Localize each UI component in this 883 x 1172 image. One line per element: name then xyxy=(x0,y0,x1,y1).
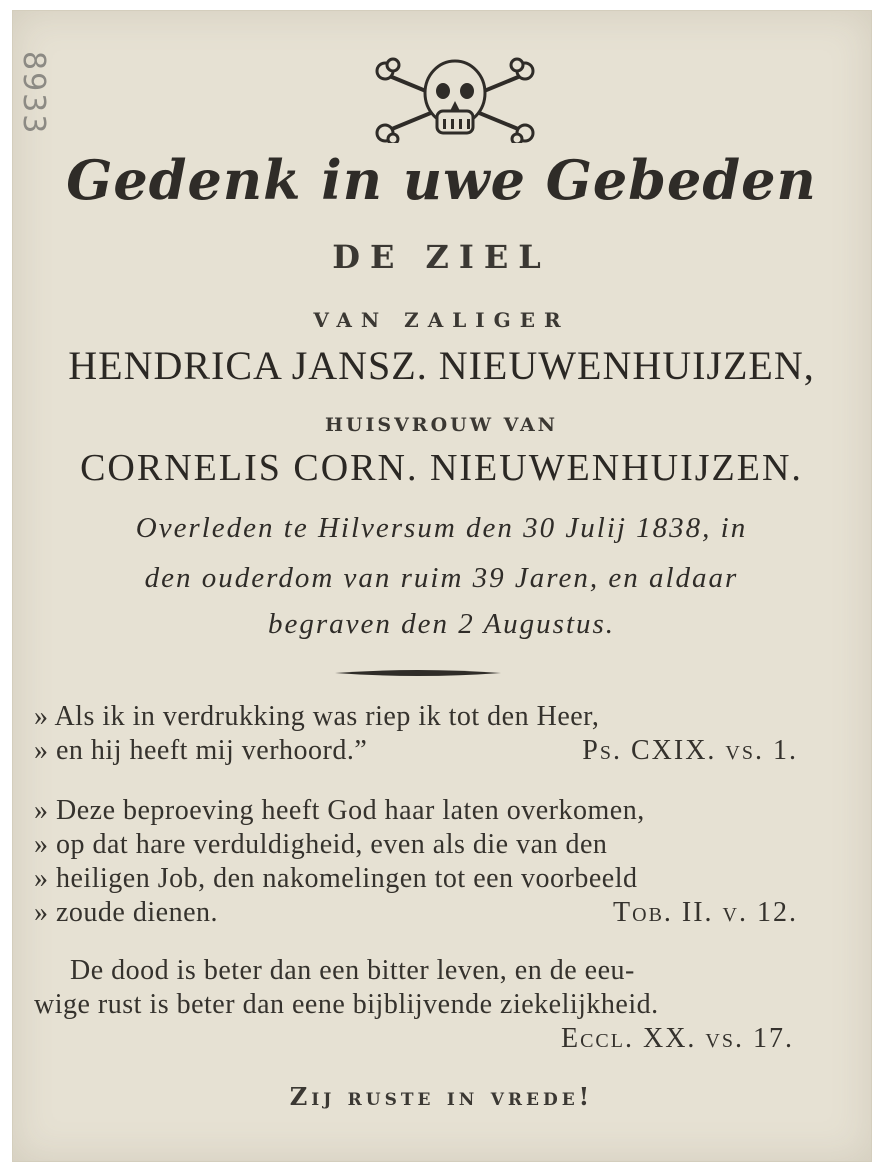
death-line-1: Overleden te Hilversum den 30 Julij 1838, in xyxy=(135,512,748,544)
quote-text: » op dat hare verduldigheid, even als die van den xyxy=(34,829,608,860)
quote-reference: Eccl. XX. vs. 17. xyxy=(560,1023,794,1054)
quote-reference: Tob. II. v. 12. xyxy=(613,897,798,928)
skull-crossbones-icon xyxy=(373,53,537,143)
quote-text: » zoude dienen. xyxy=(34,897,218,928)
huisvrouw-van: HUISVROUW VAN xyxy=(324,414,559,436)
quote-line xyxy=(34,828,834,862)
quote-line xyxy=(34,734,834,768)
quote-text: » Als ik in verdrukking was riep ik tot den Heer, xyxy=(34,701,600,732)
deceased-name: HENDRICA JANSZ. NIEUWENHUIJZEN, xyxy=(68,343,815,388)
quote-text: » heiligen Job, den nakomelingen tot een voorbeeld xyxy=(34,863,638,894)
quote-text: De dood is beter dan een bitter leven, en de eeu- xyxy=(70,955,635,986)
quote-line xyxy=(34,794,834,828)
quote-line xyxy=(34,954,834,988)
van-zaliger: VAN ZALIGER xyxy=(313,308,570,332)
quote-text: » Deze beproeving heeft God haar laten overkomen, xyxy=(34,795,645,826)
death-line-2: den ouderdom van ruim 39 Jaren, en aldaar xyxy=(144,562,739,594)
quote-line xyxy=(34,1022,834,1056)
quote-line xyxy=(34,988,834,1022)
heading: Gedenk in uwe Gebeden xyxy=(66,148,817,212)
quote-line xyxy=(34,862,834,896)
closing-line: Zij ruste in vrede! xyxy=(289,1082,594,1111)
quote-ecclesiasticus xyxy=(34,954,834,1056)
quote-text: wige rust is beter dan eene bijblijvende ziekelijkheid. xyxy=(34,989,659,1020)
quote-psalm xyxy=(34,700,834,768)
de-ziel: DE ZIEL xyxy=(332,238,551,276)
quote-line xyxy=(34,896,834,930)
divider-rule xyxy=(335,669,501,677)
death-line-3: begraven den 2 Augustus. xyxy=(267,608,616,640)
husband-name: CORNELIS CORN. NIEUWENHUIJZEN. xyxy=(80,447,803,489)
catalog-number: 8933 xyxy=(16,51,51,136)
quote-text: » en hij heeft mij verhoord.” xyxy=(34,735,368,766)
quote-line xyxy=(34,700,834,734)
quote-tobit xyxy=(34,794,834,930)
quote-reference: Ps. CXIX. vs. 1. xyxy=(582,735,798,766)
